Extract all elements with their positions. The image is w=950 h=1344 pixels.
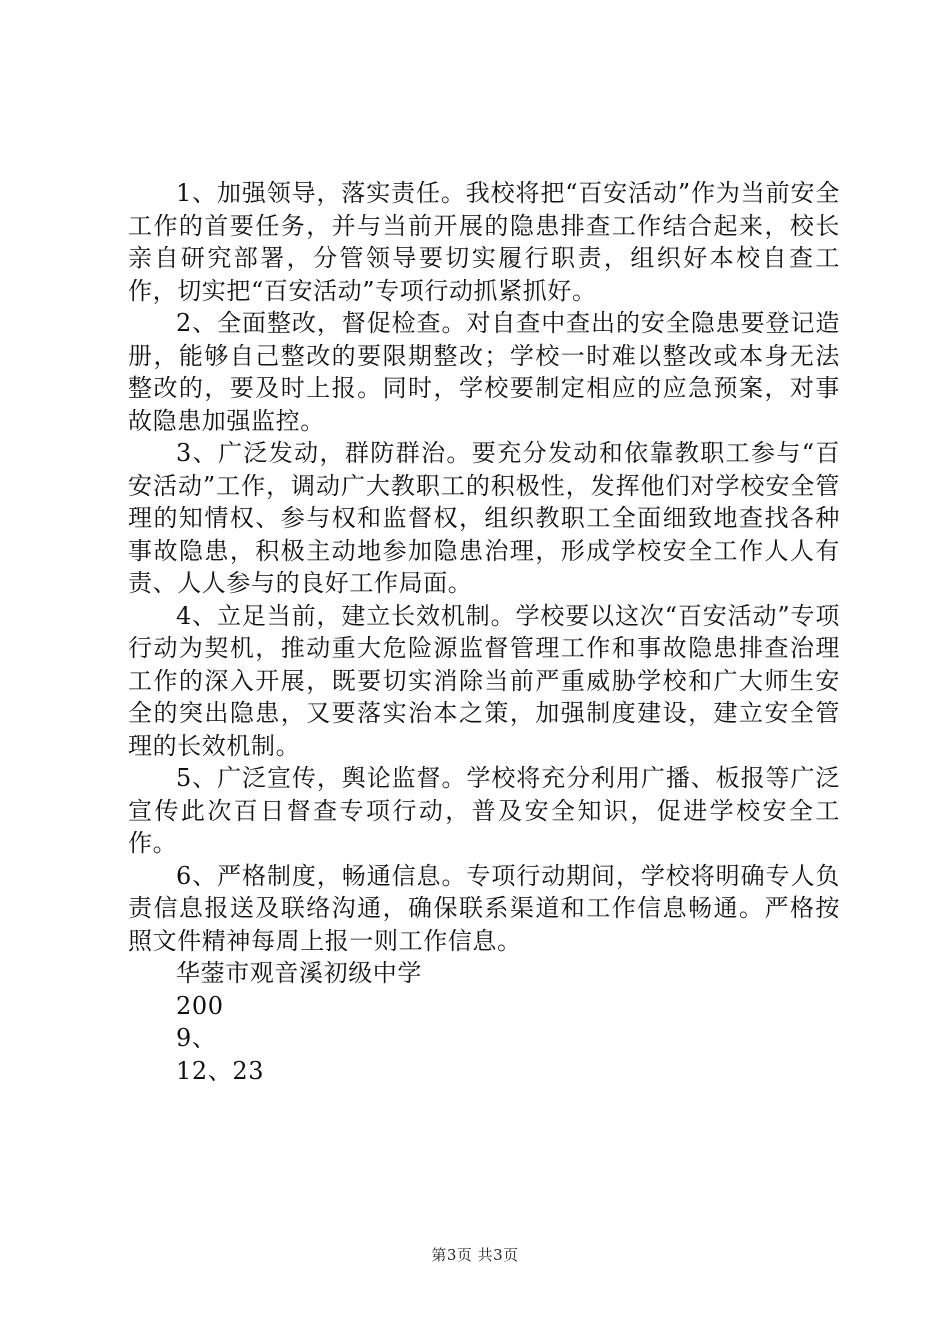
signoff-date-line-1: 200 [176,991,224,1020]
paragraph-3: 3、广泛发动，群防群治。要充分发动和依靠教职工参与“百安活动”工作，调动广大教职工的积极性，发挥他们对学校安全管理的知情权、参与权和监督权，组织教职工全面细致地查找各种事故隐患，积极主动地参加隐患治理，形成学校安全工作人人有责、人人参与的良好工作局面。 [128,439,840,597]
paragraph-4: 4、立足当前，建立长效机制。学校要以这次“百安活动”专项行动为契机，推动重大危险源监督管理工作和事故隐患排查治理工作的深入开展，既要切实消除当前严重威胁学校和广大师生安全的突出隐患，又要落实治本之策，加强制度建设，建立安全管理的长效机制。 [128,601,840,760]
signoff-date-line-2: 9、 [176,1024,217,1052]
document-body [128,177,840,1087]
page-number-label: 第3页 共3页 [431,1246,519,1264]
signoff-date-line-3: 12、23 [176,1056,265,1085]
signoff-organization: 华蓥市观音溪初级中学 [176,959,422,987]
page-footer [0,1244,950,1265]
paragraph-6: 6、严格制度，畅通信息。专项行动期间，学校将明确专人负责信息报送及联络沟通，确保联系渠道和工作信息畅通。严格按照文件精神每周上报一则工作信息。 [128,861,840,955]
paragraph-1: 1、加强领导，落实责任。我校将把“百安活动”作为当前安全工作的首要任务，并与当前开展的隐患排查工作结合起来，校长亲自研究部署，分管领导要切实履行职责，组织好本校自查工作，切实把“百安活动”专项行动抓紧抓好。 [128,179,840,305]
signoff-block [128,957,840,1087]
paragraph-2: 2、全面整改，督促检查。对自查中查出的安全隐患要登记造册，能够自己整改的要限期整改；学校一时难以整改或本身无法整改的，要及时上报。同时，学校要制定相应的应急预案，对事故隐患加强监控。 [128,309,840,435]
paragraph-5: 5、广泛宣传，舆论监督。学校将充分利用广播、板报等广泛宣传此次百日督查专项行动，普及安全知识，促进学校安全工作。 [128,764,840,857]
